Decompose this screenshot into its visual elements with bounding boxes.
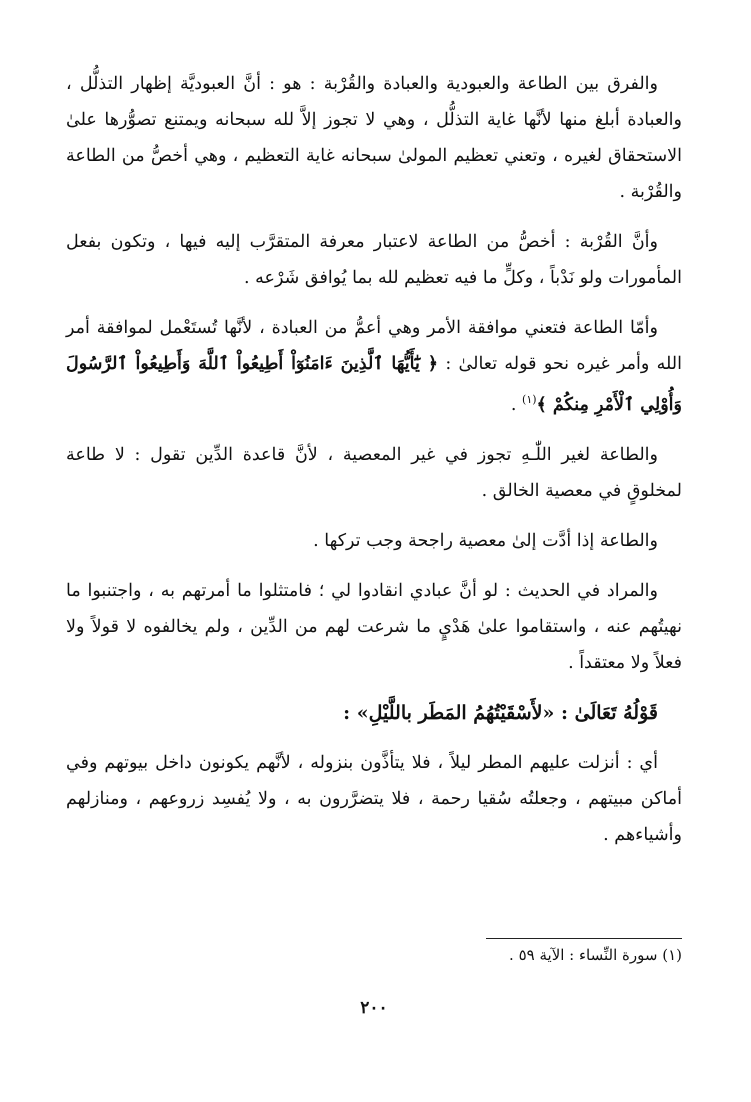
heading-quote: «لأَسْقَيْتُهُمُ المَطَر باللَّيْلِ» <box>356 701 555 724</box>
obedience-end: . <box>510 394 523 415</box>
heading-prefix: قَوْلُهُ تَعَالَىٰ : <box>561 701 658 724</box>
footnote: (١) سورة النِّساء : الآية ٥٩ . <box>509 946 682 964</box>
paragraph-qurba: وأنَّ القُرْبة : أخصُّ من الطاعة لاعتبار معرفة المتقرَّب إليه فيها ، وتكون بفعل المأمورات ولو نَدْباً ، وكلٍّ ما فيه تعظيم لله بما يُوافق شَرْعه . <box>66 232 682 288</box>
heading-suffix: : <box>343 701 357 724</box>
book-page <box>66 66 682 1056</box>
paragraph-obedience-other: والطاعة لغير اللّٰـهِ تجوز في غير المعصية ، لأنَّ قاعدة الدِّين تقول : لا طاعة لمخلوقٍ في معصية الخالق . <box>66 444 682 501</box>
paragraph-obedience-sin: والطاعة إذا أدَّت إلىٰ معصية راجحة وجب تركها . <box>313 530 658 551</box>
quran-verse: ﴿ يَٰٓأَيُّهَا ٱلَّذِينَ ءَامَنُوٓاْ أَطِيعُواْ ٱللَّهَ وَأَطِيعُواْ ٱلرَّسُولَ وَأُوْلِي ٱلْأَمْرِ مِنكُمْ ﴾ <box>66 354 682 415</box>
paragraph-rain-explanation: أي : أنزلت عليهم المطر ليلاً ، فلا يتأذَّون بنزوله ، لأنَّهم يكونون داخل بيوتهم وفي أماكن مبيتهم ، وجعلتُه سُقيا رحمة ، فلا يتضرَّرون به ، ولا يُفسِد زروعهم ، ومنازلهم وأشياءهم . <box>66 752 682 845</box>
page-number: ٢٠٠ <box>360 998 388 1018</box>
footnote-divider <box>486 938 682 939</box>
obedience-intro: وأمّا الطاعة فتعني موافقة الأمر وهي أعمُّ من العبادة ، لأنَّها تُستَعْمل لموافقة أمر الله وأمر غيره نحو قوله تعالىٰ : <box>66 318 682 374</box>
paragraph-difference: والفرق بين الطاعة والعبودية والعبادة والقُرْبة : هو : أنَّ العبوديَّة إظهار التذلُّل ، والعبادة أبلغ منها لأنَّها غاية التذلُّل ، وهي لا تجوز إلاَّ لله سبحانه ويمتنع تصوُّرها علىٰ الاستحقاق لغيره ، وتعني تعظيم المولىٰ سبحانه غاية التعظيم ، وهي أخصُّ من الطاعة والقُرْبة . <box>66 74 682 202</box>
paragraph-hadith-meaning: والمراد في الحديث : لو أنَّ عبادي انقادوا لي ؛ فامتثلوا ما أمرتهم به ، واجتنبوا ما نهيتُهم عنه ، واستقاموا علىٰ هَدْيٍ ما شرعت لهم من الدِّين ، ولم يخالفوه لا قولاً ولا فعلاً ولا معتقداً . <box>66 580 682 673</box>
section-heading <box>66 695 682 731</box>
footnote-marker: (١) <box>522 393 537 406</box>
paragraph-obedience <box>66 310 682 423</box>
